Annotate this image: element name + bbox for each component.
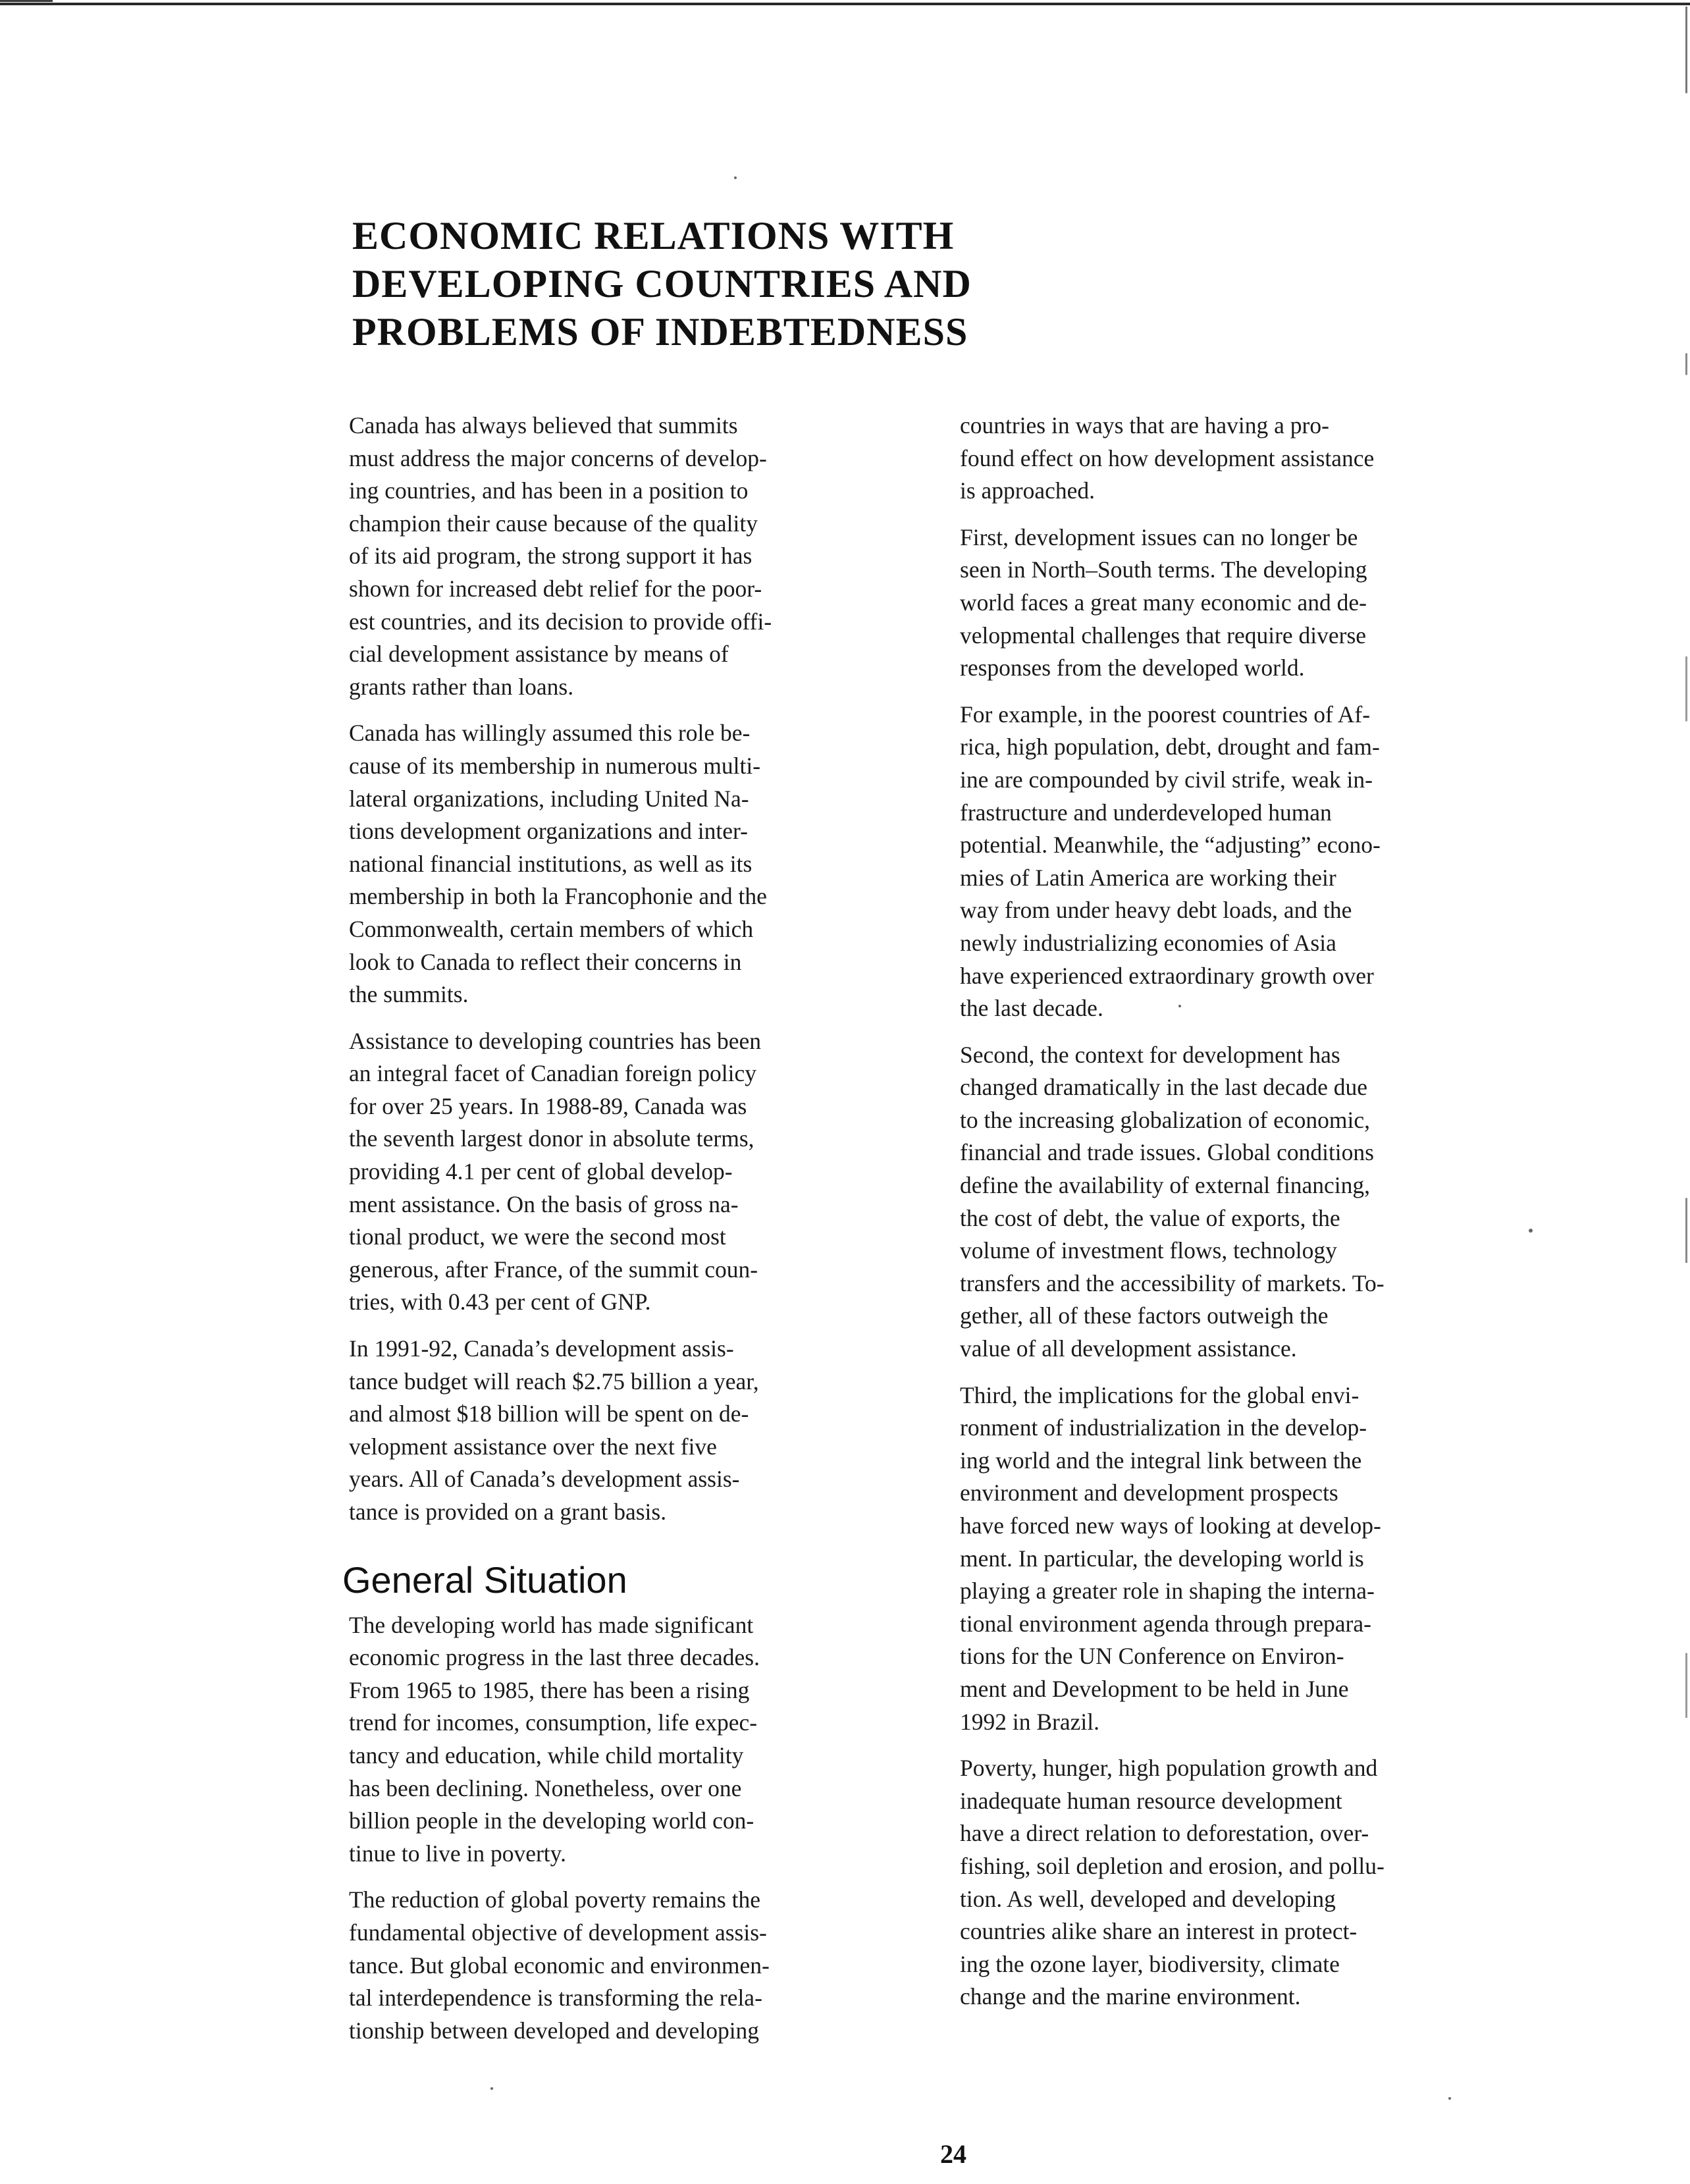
text-line: has been declining. Nonetheless, over one [349,1774,742,1801]
text-line: First, development issues can no longer be [960,523,1358,550]
text-line: grants rather than loans. [349,673,574,700]
text-line: years. All of Canada’s development assis- [349,1466,740,1493]
paragraph [960,1379,1480,1739]
text-line: way from under heavy debt loads, and the [960,897,1352,924]
text-line: ing the ozone layer, biodiversity, climate [960,1950,1340,1977]
text-line: to the increasing globalization of economic, [960,1106,1371,1133]
scan-speck [734,176,737,179]
text-line: and almost $18 billion will be spent on de- [349,1400,749,1427]
scan-speck [490,2087,493,2090]
text-line: Commonwealth, certain members of which [349,915,754,942]
text-line: seen in North–South terms. The developing [960,556,1367,583]
scan-speck [1448,2097,1451,2100]
text-line: fundamental objective of development assis- [349,1919,767,1946]
text-line: tance. But global economic and environmen- [349,1952,770,1979]
text-line: economic progress in the last three decades. [349,1644,760,1671]
text-line: ment and Development to be held in June [960,1675,1349,1702]
paragraph [960,521,1480,685]
text-line: cause of its membership in numerous multi- [349,752,761,779]
text-line: potential. Meanwhile, the “adjusting” econo- [960,832,1381,859]
text-line: tion. As well, developed and developing [960,1885,1336,1912]
text-line: value of all development assistance. [960,1335,1297,1362]
text-line: tions development organizations and inter- [349,818,748,845]
text-line: environment and development prospects [960,1479,1338,1506]
text-line: is approached. [960,477,1096,504]
text-line: ment assistance. On the basis of gross na- [349,1190,739,1217]
text-line: countries in ways that are having a pro- [960,412,1329,439]
text-line: of its aid program, the strong support it has [349,543,753,570]
text-line: countries alike share an interest in protect- [960,1918,1358,1945]
text-line: define the availability of external financing, [960,1172,1370,1199]
text-line: gether, all of these factors outweigh the [960,1302,1329,1329]
left-column [342,410,869,2061]
text-line: playing a greater role in shaping the interna- [960,1578,1375,1605]
text-line: generous, after France, of the summit coun- [349,1256,758,1283]
text-line: must address the major concerns of develop- [349,444,767,471]
title-line: DEVELOPING COUNTRIES AND [352,262,972,306]
text-line: the seventh largest donor in absolute terms, [349,1125,754,1152]
text-line: have a direct relation to deforestation, over- [960,1820,1369,1847]
page-title [352,212,1208,356]
text-line: ing countries, and has been in a position to [349,477,749,504]
title-line: PROBLEMS OF INDEBTEDNESS [352,310,968,354]
text-line: velopmental challenges that require diverse [960,622,1367,649]
top-border-line [0,3,1690,5]
paragraph [960,1039,1480,1366]
text-line: fishing, soil depletion and erosion, and pollu- [960,1852,1385,1879]
text-line: 1992 in Brazil. [960,1708,1099,1735]
text-line: est countries, and its decision to provide offi- [349,608,772,635]
paragraph [349,1884,869,2047]
text-line: volume of investment flows, technology [960,1237,1337,1264]
text-line: an integral facet of Canadian foreign policy [349,1060,757,1087]
text-line: the summits. [349,981,469,1008]
text-line: The reduction of global poverty remains the [349,1886,760,1913]
right-column [960,410,1480,2027]
text-line: tries, with 0.43 per cent of GNP. [349,1289,651,1316]
text-line: mies of Latin America are working their [960,864,1336,891]
text-line: shown for increased debt relief for the poor- [349,575,762,602]
text-line: the last decade. [960,995,1103,1022]
text-line: tancy and education, while child mortality [349,1742,744,1769]
text-line: cial development assistance by means of [349,641,729,668]
text-line: champion their cause because of the quality [349,510,758,537]
text-line: Poverty, hunger, high population growth and [960,1755,1378,1782]
text-line: found effect on how development assistance [960,444,1375,471]
scan-speck [1529,1229,1533,1233]
text-line: inadequate human resource development [960,1787,1342,1814]
text-line: In 1991-92, Canada’s development assis- [349,1335,734,1362]
text-line: tional product, we were the second most [349,1223,726,1250]
text-line: have forced new ways of looking at develop- [960,1512,1381,1539]
text-line: ronment of industrialization in the develop- [960,1414,1367,1441]
paragraph [960,1752,1480,2013]
text-line: The developing world has made significant [349,1611,754,1638]
text-line: have experienced extraordinary growth over [960,962,1374,989]
text-line: tionship between developed and developing [349,2017,760,2044]
text-line: providing 4.1 per cent of global develop- [349,1158,733,1185]
text-line: Second, the context for development has [960,1041,1340,1068]
text-line: for over 25 years. In 1988-89, Canada was [349,1092,747,1119]
title-line: ECONOMIC RELATIONS WITH [352,214,955,257]
text-line: rica, high population, debt, drought and fam- [960,733,1380,760]
paragraph [349,1025,869,1319]
text-line: change and the marine environment. [960,1983,1301,2010]
text-line: the cost of debt, the value of exports, the [960,1204,1340,1231]
right-scan-edge [1685,7,1687,2173]
text-line: tance budget will reach $2.75 billion a year, [349,1368,759,1395]
text-line: trend for incomes, consumption, life expec- [349,1709,758,1736]
text-line: From 1965 to 1985, there has been a rising [349,1676,750,1703]
text-line: velopment assistance over the next five [349,1433,717,1460]
text-line: Canada has willingly assumed this role be- [349,720,751,747]
text-line: tions for the UN Conference on Environ- [960,1643,1344,1670]
text-line: responses from the developed world. [960,654,1305,681]
text-line: frastructure and underdeveloped human [960,799,1332,826]
paragraph [349,717,869,1011]
text-line: For example, in the poorest countries of Af- [960,701,1371,728]
paragraph [960,699,1480,1025]
text-line: world faces a great many economic and de- [960,589,1367,616]
text-line: look to Canada to reflect their concerns in [349,948,742,975]
text-line: Assistance to developing countries has been [349,1027,762,1054]
paragraph [349,1609,869,1871]
text-line: national financial institutions, as well as its [349,850,753,877]
paragraph [960,410,1480,508]
text-line: changed dramatically in the last decade due [960,1074,1367,1101]
text-line: ment. In particular, the developing world is [960,1545,1364,1572]
text-line: tance is provided on a grant basis. [349,1499,667,1525]
text-line: ing world and the integral link between the [960,1447,1362,1474]
text-line: newly industrializing economies of Asia [960,929,1336,956]
paragraph [349,1333,869,1529]
text-line: transfers and the accessibility of markets. To- [960,1269,1385,1296]
text-line: tinue to live in poverty. [349,1840,566,1867]
page-number: 24 [940,2139,966,2169]
text-line: tional environment agenda through prepara- [960,1610,1371,1637]
scan-edge-mark [0,0,53,2]
paragraph [349,410,869,703]
text-line: Third, the implications for the global envi- [960,1381,1360,1408]
text-line: financial and trade issues. Global conditions [960,1139,1374,1166]
section-heading: General Situation [342,1558,627,1601]
text-line: ine are compounded by civil strife, weak in- [960,766,1373,793]
text-line: lateral organizations, including United Na- [349,785,749,812]
scan-speck [1178,1005,1181,1007]
text-line: billion people in the developing world con- [349,1807,754,1834]
text-line: tal interdependence is transforming the rela- [349,1984,762,2011]
text-line: membership in both la Francophonie and the [349,883,767,910]
text-line: Canada has always believed that summits [349,412,738,439]
